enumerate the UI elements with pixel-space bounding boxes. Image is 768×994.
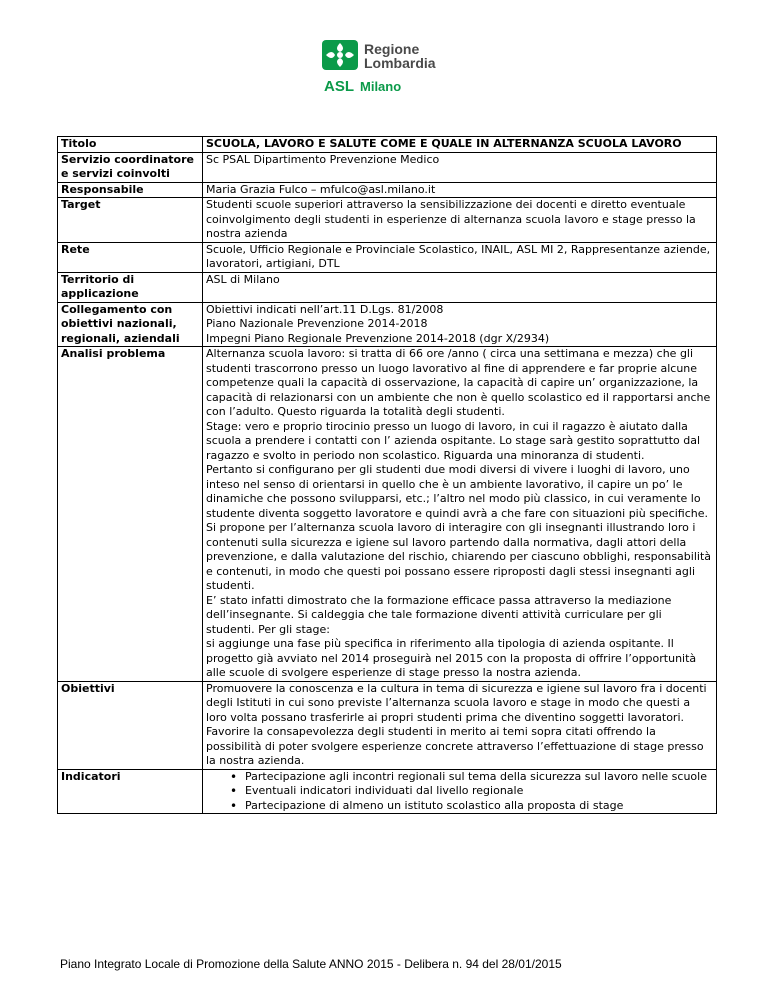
- row-value: [203, 198, 717, 243]
- row-text: Stage: vero e proprio tirocinio presso un luogo di lavoro, in cui il ragazzo è aiutato dalla scuola a prendere i contatti con l’ azienda ospitante. Lo stage sarà gestito soprattutto dal ragazzo e svolto in periodo non scolastico. Riguarda una minoranza di studenti.: [206, 419, 701, 462]
- row-text: ASL di Milano: [206, 272, 280, 286]
- table-row: [58, 152, 717, 182]
- table-row: [58, 137, 717, 153]
- row-label: Indicatori: [58, 769, 203, 814]
- table-row: [58, 769, 717, 814]
- row-text: Scuole, Ufficio Regionale e Provinciale Scolastico, INAIL, ASL MI 2, Rappresentanze aziende, lavoratori, artigiani, DTL: [206, 242, 711, 270]
- table-row: [58, 681, 717, 769]
- row-text: SCUOLA, LAVORO E SALUTE COME E QUALE IN ALTERNANZA SCUOLA LAVORO: [206, 137, 682, 150]
- row-text: Impegni Piano Regionale Prevenzione 2014-2018 (dgr X/2934): [206, 331, 550, 345]
- row-text: Piano Nazionale Prevenzione 2014-2018: [206, 317, 428, 330]
- row-text: Sc PSAL Dipartimento Prevenzione Medico: [206, 152, 440, 166]
- table-row: [58, 242, 717, 272]
- indicator-list: [206, 770, 713, 814]
- row-text: E’ stato infatti dimostrato che la formazione efficace passa attraverso la mediazione dell’insegnante. Si caldeggia che tale formazione diventi attività curriculare per gli studenti. Per gli stage:: [206, 593, 672, 636]
- table-row: [58, 347, 717, 682]
- list-item: • Eventuali indicatori individuati dal livello regionale: [206, 784, 713, 799]
- table-row: [58, 272, 717, 302]
- row-label: Target: [58, 198, 203, 243]
- asl-text: ASL: [324, 78, 354, 95]
- row-label: Titolo: [58, 137, 203, 153]
- row-label: Analisi problema: [58, 347, 203, 682]
- row-text: Maria Grazia Fulco – mfulco@asl.milano.it: [206, 182, 436, 196]
- row-label: Servizio coordinatore e servizi coinvolti: [58, 152, 203, 182]
- row-label: Responsabile: [58, 182, 203, 198]
- row-value: [203, 152, 717, 182]
- row-value: [203, 347, 717, 682]
- row-label: Obiettivi: [58, 681, 203, 769]
- city-text: Milano: [360, 79, 402, 94]
- asl-milano-logo: [322, 38, 452, 98]
- asl-label: [324, 78, 401, 95]
- row-value: [203, 137, 717, 153]
- row-value: [203, 302, 717, 347]
- logo-line2: Lombardia: [364, 55, 436, 71]
- row-text: Pertanto si configurano per gli studenti due modi diversi di vivere i luoghi di lavoro, uno inteso nel senso di orientarsi in quello che è un ambiente lavorativo, il capire un po’ le dinamiche che possono svilupparsi, etc.; l’altro nel modo più classico, in cui veramente lo studente diventa soggetto lavoratore e quindi avrà a che fare con situazioni più specifiche. Si propone per l’alternanza scuola lavoro di interagire con gli insegnanti illustrando loro i contenuti sulla sicurezza e igiene sul lavoro partendo dalla normativa, dagli attori della prevenzione, e dalla valutazione del rischio, chiarendo per ciascuno obblighi, responsabilità e contenuti, in modo che questi poi possano essere riproposti dagli stessi insegnanti agli studenti.: [206, 463, 712, 592]
- list-item: • Partecipazione di almeno un istituto scolastico alla proposta di stage: [206, 799, 713, 814]
- project-table: [57, 136, 717, 814]
- logo-line1: Regione: [364, 41, 420, 57]
- page-footer: Piano Integrato Locale di Promozione della Salute ANNO 2015 - Delibera n. 94 del 28/01/2015: [60, 957, 562, 971]
- row-text: Promuovere la conoscenza e la cultura in tema di sicurezza e igiene sul lavoro fra i docenti degli Istituti in cui sono previste l’alternanza scuola lavoro e stage in modo che questi a loro volta possano trasferirle ai propri studenti prima che diventino soggetti lavoratori. Favorire la consapevolezza degli studenti in merito ai temi sopra citati offrendo la possibilità di poter svolgere esperienze concrete attraverso l’effettuazione di stage presso la nostra azienda.: [206, 681, 707, 767]
- table-row: [58, 198, 717, 243]
- table-row: [58, 182, 717, 198]
- list-item: • Partecipazione agli incontri regionali sul tema della sicurezza sul lavoro nelle scuole: [206, 770, 713, 785]
- row-text: Studenti scuole superiori attraverso la sensibilizzazione dei docenti e diretto eventuale coinvolgimento degli studenti in esperienze di alternanza scuola lavoro e stage presso la nostra azienda: [206, 198, 696, 240]
- row-label: Collegamento con obiettivi nazionali, regionali, aziendali: [58, 302, 203, 347]
- row-text: si aggiunge una fase più specifica in riferimento alla tipologia di azienda ospitante. Il progetto già avviato nel 2014 proseguirà nel 2015 con la proposta di offrire l’opportunità alle scuole di svolgere esperienze di stage presso la nostra azienda.: [206, 637, 697, 679]
- row-text: Alternanza scuola lavoro: si tratta di 66 ore /anno ( circa una settimana e mezza) che gli studenti trascorrono presso un luogo lavorativo al fine di apprendere e far proprie alcune competenze quali la capacità di osservazione, la capacità di capire un’ organizzazione, la capacità di relazionarsi con un ambiente che non è quello scolastico ed il rapportarsi anche con l’adulto. Questo riguarda la totalità degli studenti.: [206, 347, 711, 418]
- row-label: Rete: [58, 242, 203, 272]
- row-value: [203, 242, 717, 272]
- row-value: [203, 182, 717, 198]
- row-value: [203, 681, 717, 769]
- table-row: [58, 302, 717, 347]
- row-text: Obiettivi indicati nell’art.11 D.Lgs. 81/2008: [206, 302, 444, 316]
- regione-lombardia-logo-icon: [322, 40, 358, 70]
- row-label: Territorio di applicazione: [58, 272, 203, 302]
- row-value: [203, 272, 717, 302]
- row-value: [203, 769, 717, 814]
